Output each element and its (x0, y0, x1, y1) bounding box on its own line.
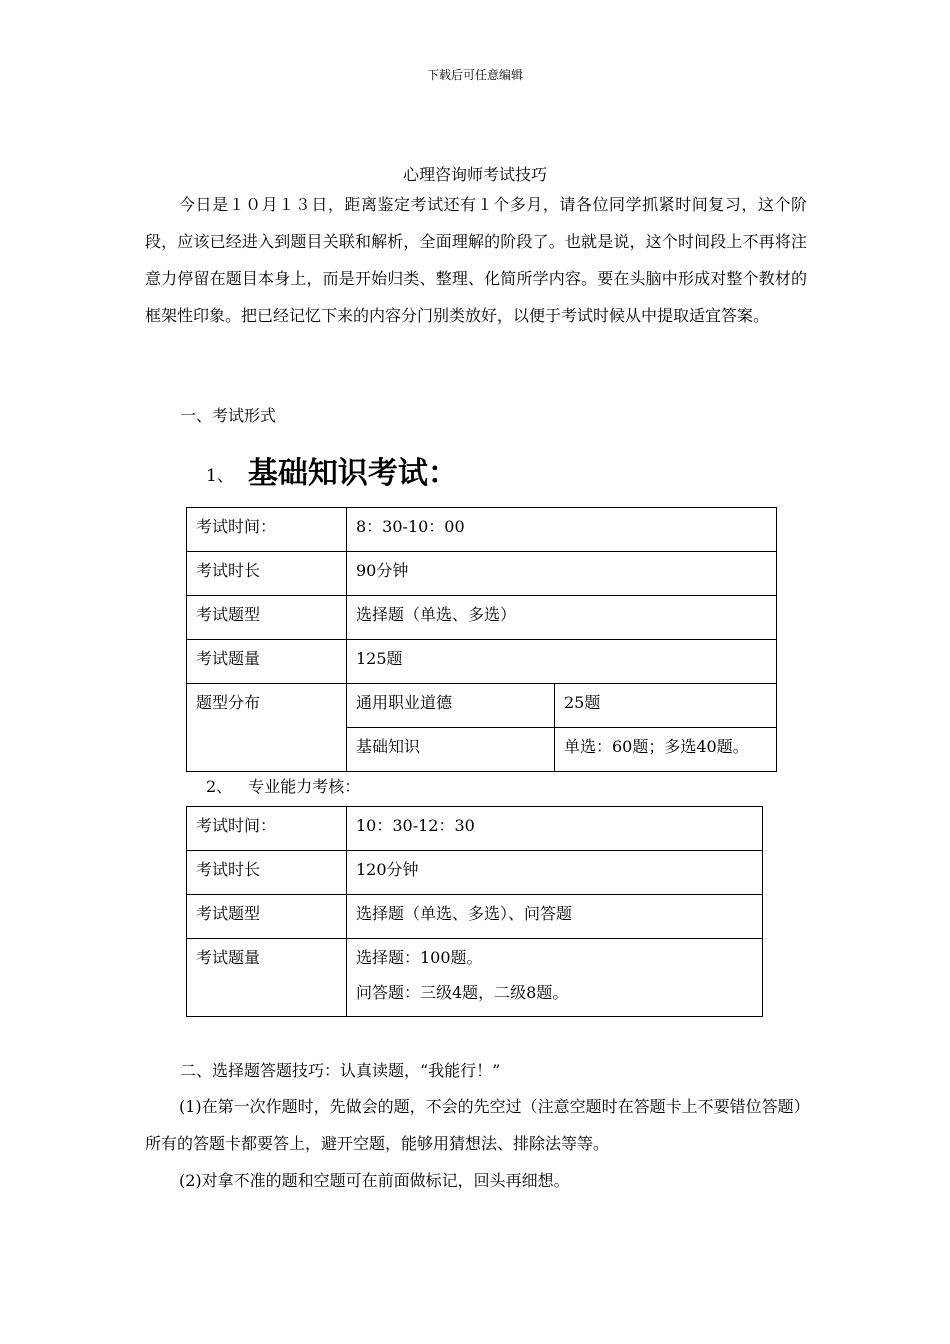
cell-label: 考试题型 (187, 895, 347, 939)
section-exam-format: 一、考试形式 (180, 406, 277, 425)
table-row (187, 895, 763, 939)
count-line-essay: 问答题：三级4题，二级8题。 (356, 983, 569, 1002)
cell-value: 选择题（单选、多选） (347, 596, 777, 640)
table-row (187, 596, 777, 640)
cell-label: 考试题量 (187, 640, 347, 684)
intro-paragraph (145, 186, 807, 334)
cell-value: 120分钟 (347, 851, 763, 895)
subheading-label: 专业能力考核： (248, 777, 361, 796)
cell-label: 考试题型 (187, 596, 347, 640)
cell-value: 通用职业道德 (347, 684, 555, 728)
intro-text: 今日是１０月１３日，距离鉴定考试还有１个多月，请各位同学抓紧时间复习，这个阶段，应该已经进入到题目关联和解析，全面理解的阶段了。也就是说，这个时间段上不再将注意力停留在题目本身上，而是开始归类、整理、化简所学内容。要在头脑中形成对整个教材的框架性印象。把已经记忆下来的内容分门别类放好，以便于考试时候从中提取适宜答案。 (145, 195, 807, 325)
subheading-professional-ability (206, 774, 360, 797)
cell-value: 基础知识 (347, 728, 555, 772)
table-row (187, 939, 763, 1017)
tip-paragraph-1: (1)在第一次作题时，先做会的题，不会的先空过（注意空题时在答题卡上不要错位答题）所有的答题卡都要答上，避开空题，能够用猜想法、排除法等等。 (145, 1097, 802, 1153)
cell-value: 25题 (555, 684, 777, 728)
table-row (187, 807, 763, 851)
basic-knowledge-table (186, 507, 777, 772)
cell-value: 8：30-10：00 (347, 508, 777, 552)
cell-label: 题型分布 (187, 684, 347, 772)
subheading-number: 2、 (206, 777, 233, 796)
cell-label: 考试时间： (187, 508, 347, 552)
subheading-label: 基础知识考试： (247, 456, 458, 491)
cell-value: 125题 (347, 640, 777, 684)
cell-value: 选择题（单选、多选）、问答题 (347, 895, 763, 939)
tip-paragraph-2: (2)对拿不准的题和空题可在前面做标记，回头再细想。 (179, 1171, 570, 1190)
table-row (187, 508, 777, 552)
table-row (187, 640, 777, 684)
subheading-basic-knowledge (206, 448, 458, 492)
section-choice-tips: 二、选择题答题技巧：认真读题，“我能行！” (180, 1061, 501, 1080)
cell-label: 考试时长 (187, 552, 347, 596)
professional-ability-table (186, 806, 763, 1017)
cell-value (347, 939, 763, 1017)
page-header: 下载后可任意编辑 (426, 68, 523, 82)
cell-value: 90分钟 (347, 552, 777, 596)
cell-label: 考试题量 (187, 939, 347, 1017)
cell-value: 单选：60题；多选40题。 (555, 728, 777, 772)
cell-label: 考试时长 (187, 851, 347, 895)
table-row (187, 684, 777, 728)
count-line-choice: 选择题：100题。 (356, 948, 483, 967)
table-row (187, 851, 763, 895)
cell-value: 10：30-12：30 (347, 807, 763, 851)
document-title: 心理咨询师考试技巧 (402, 165, 547, 184)
subheading-number: 1、 (206, 466, 234, 486)
table-row (187, 552, 777, 596)
cell-label: 考试时间： (187, 807, 347, 851)
